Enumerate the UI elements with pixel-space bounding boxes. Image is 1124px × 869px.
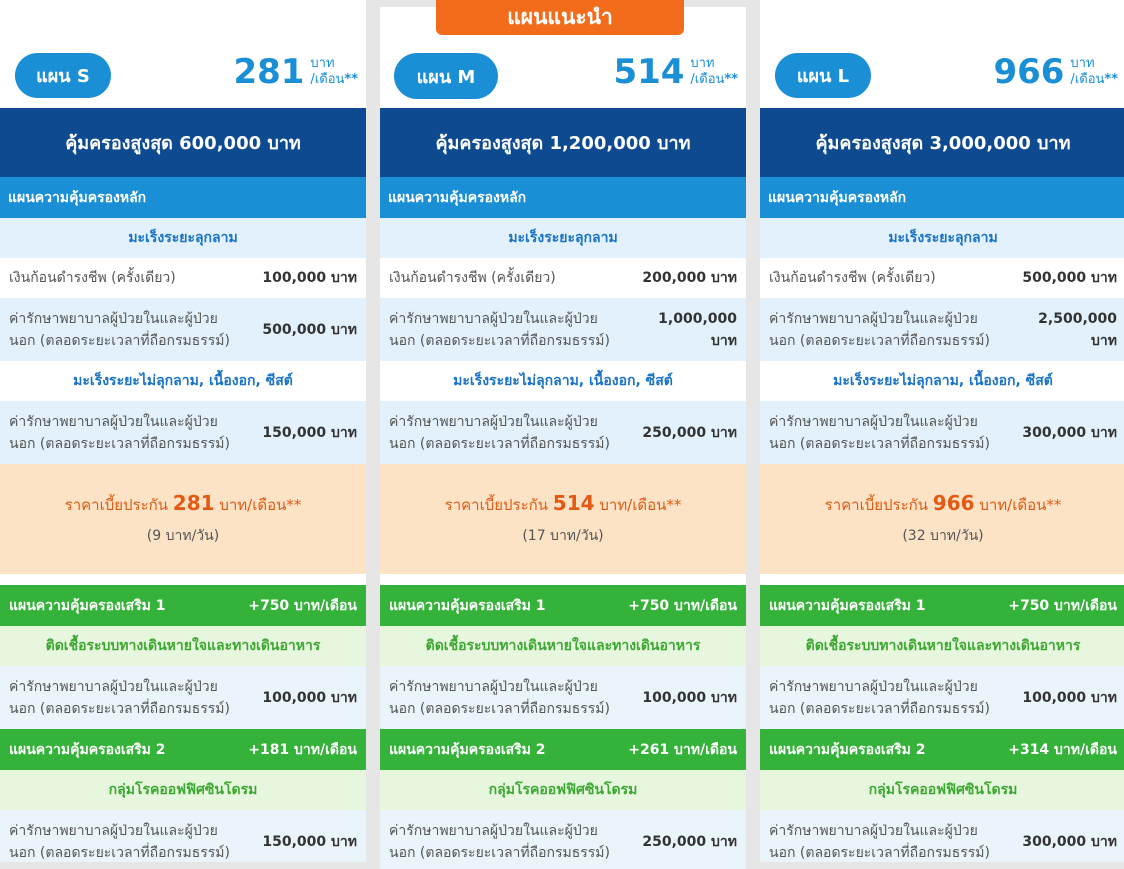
rider1-header [0, 585, 366, 626]
invasive-treatment-row [0, 298, 366, 361]
lump-sum-value: 200,000 บาท [642, 270, 737, 286]
rider2-header [0, 729, 366, 770]
price-unit [310, 52, 358, 88]
price-unit-month: /เดือน [310, 72, 345, 87]
max-coverage: คุ้มครองสูงสุด 1,200,000 บาท [380, 108, 746, 177]
rider1-value: 100,000 บาท [642, 689, 737, 706]
cancer-invasive-title: มะเร็งระยะลุกลาม [0, 218, 366, 258]
treatment-label: ค่ารักษาพยาบาลผู้ป่วยในและผู้ป่วย นอก (ตลอดระยะเวลาที่ถือกรมธรรม์) [769, 413, 990, 452]
price-unit-baht: บาท [1070, 56, 1095, 71]
rider2-header [760, 729, 1124, 770]
rider2-title: แผนความคุ้มครองเสริม 2 [9, 741, 166, 758]
premium-daily: (17 บาท/วัน) [522, 528, 604, 544]
rider2-header [380, 729, 746, 770]
lump-sum-value: 100,000 บาท [262, 270, 357, 286]
noninvasive-treatment-value: 150,000 บาท [262, 424, 357, 441]
premium-daily: (9 บาท/วัน) [146, 528, 220, 544]
rider2-value: 250,000 บาท [642, 834, 737, 850]
cancer-noninvasive-title: มะเร็งระยะไม่ลุกลาม, เนื้องอก, ซีสต์ [380, 361, 746, 401]
noninvasive-treatment-value: 300,000 บาท [1022, 424, 1117, 441]
plan-card-m [380, 7, 746, 869]
main-coverage-header: แผนความคุ้มครองหลัก [0, 177, 366, 218]
price-amount: 281 [233, 52, 305, 92]
plan-card-l [760, 0, 1124, 862]
max-coverage: คุ้มครองสูงสุด 600,000 บาท [0, 108, 366, 177]
divider [380, 574, 746, 585]
invasive-treatment-row [760, 298, 1124, 361]
rider1-treatment-row [380, 666, 746, 729]
cancer-noninvasive-title: มะเร็งระยะไม่ลุกลาม, เนื้องอก, ซีสต์ [760, 361, 1124, 401]
rider2-treatment-row [0, 810, 366, 862]
rider2-price: +261 บาท/เดือน [628, 741, 737, 758]
price-amount: 514 [613, 52, 685, 92]
price-unit-month: /เดือน [690, 72, 725, 87]
lump-sum-value: 500,000 บาท [1022, 270, 1117, 286]
cancer-invasive-title: มะเร็งระยะลุกลาม [380, 218, 746, 258]
price-stars: ** [344, 72, 358, 87]
rider1-price: +750 บาท/เดือน [628, 597, 737, 614]
cancer-invasive-title: มะเร็งระยะลุกลาม [760, 218, 1124, 258]
rider2-value: 300,000 บาท [1022, 834, 1117, 850]
main-coverage-header: แผนความคุ้มครองหลัก [380, 177, 746, 218]
price-unit [1070, 52, 1118, 88]
lump-sum-label: เงินก้อนดำรงชีพ (ครั้งเดียว) [389, 270, 556, 286]
treatment-label: ค่ารักษาพยาบาลผู้ป่วยในและผู้ป่วย นอก (ตลอดระยะเวลาที่ถือกรมธรรม์) [389, 823, 610, 861]
rider2-treatment-row [380, 810, 746, 869]
rider1-title: แผนความคุ้มครองเสริม 1 [389, 597, 546, 614]
plan-card-s [0, 0, 366, 862]
plan-s-button[interactable]: แผน S [15, 53, 111, 98]
rider1-title: แผนความคุ้มครองเสริม 1 [769, 597, 926, 614]
rider2-price: +314 บาท/เดือน [1008, 741, 1117, 758]
invasive-treatment-value: 1,000,000 บาท [658, 310, 737, 349]
price-unit [690, 52, 738, 88]
lump-sum-row [760, 258, 1124, 298]
price-stars: ** [1104, 72, 1118, 87]
rider1-subtitle: ติดเชื้อระบบทางเดินหายใจและทางเดินอาหาร [0, 626, 366, 666]
main-coverage-header: แผนความคุ้มครองหลัก [760, 177, 1124, 218]
rider2-title: แผนความคุ้มครองเสริม 2 [389, 741, 546, 758]
price-unit-baht: บาท [690, 56, 715, 71]
lump-sum-label: เงินก้อนดำรงชีพ (ครั้งเดียว) [769, 270, 936, 286]
treatment-label: ค่ารักษาพยาบาลผู้ป่วยในและผู้ป่วย นอก (ตลอดระยะเวลาที่ถือกรมธรรม์) [389, 678, 610, 717]
rider1-header [760, 585, 1124, 626]
treatment-label: ค่ารักษาพยาบาลผู้ป่วยในและผู้ป่วย นอก (ตลอดระยะเวลาที่ถือกรมธรรม์) [9, 413, 230, 452]
treatment-label: ค่ารักษาพยาบาลผู้ป่วยในและผู้ป่วย นอก (ตลอดระยะเวลาที่ถือกรมธรรม์) [769, 678, 990, 717]
plan-l-button[interactable]: แผน L [775, 53, 871, 98]
rider1-value: 100,000 บาท [1022, 689, 1117, 706]
lump-sum-row [380, 258, 746, 298]
premium-daily: (32 บาท/วัน) [902, 528, 984, 544]
rider2-treatment-row [760, 810, 1124, 862]
premium-box [760, 464, 1124, 574]
price-unit-month: /เดือน [1070, 72, 1105, 87]
max-coverage: คุ้มครองสูงสุด 3,000,000 บาท [760, 108, 1124, 177]
invasive-treatment-value: 500,000 บาท [262, 321, 357, 338]
divider [760, 574, 1124, 585]
rider2-value: 150,000 บาท [262, 834, 357, 850]
premium-box [0, 464, 366, 574]
rider1-title: แผนความคุ้มครองเสริม 1 [9, 597, 166, 614]
rider1-price: +750 บาท/เดือน [248, 597, 357, 614]
treatment-label: ค่ารักษาพยาบาลผู้ป่วยในและผู้ป่วย นอก (ตลอดระยะเวลาที่ถือกรมธรรม์) [769, 310, 990, 349]
noninvasive-treatment-row [0, 401, 366, 464]
rider2-subtitle: กลุ่มโรคออฟฟิศซินโดรม [760, 770, 1124, 810]
plan-m-button[interactable]: แผน M [394, 53, 498, 99]
premium-price: ราคาเบี้ยประกัน 514 บาท/เดือน** [444, 491, 682, 515]
lump-sum-row [0, 258, 366, 298]
invasive-treatment-row [380, 298, 746, 361]
rider2-title: แผนความคุ้มครองเสริม 2 [769, 741, 926, 758]
price-stars: ** [724, 72, 738, 87]
invasive-treatment-value: 2,500,000 บาท [1038, 310, 1117, 349]
rider1-treatment-row [760, 666, 1124, 729]
rider1-price: +750 บาท/เดือน [1008, 597, 1117, 614]
rider1-subtitle: ติดเชื้อระบบทางเดินหายใจและทางเดินอาหาร [760, 626, 1124, 666]
noninvasive-treatment-row [760, 401, 1124, 464]
price-unit-baht: บาท [310, 56, 335, 71]
rider1-value: 100,000 บาท [262, 689, 357, 706]
rider2-price: +181 บาท/เดือน [248, 741, 357, 758]
plan-price [613, 52, 738, 92]
plan-header [0, 0, 366, 108]
cancer-noninvasive-title: มะเร็งระยะไม่ลุกลาม, เนื้องอก, ซีสต์ [0, 361, 366, 401]
rider1-subtitle: ติดเชื้อระบบทางเดินหายใจและทางเดินอาหาร [380, 626, 746, 666]
rider2-subtitle: กลุ่มโรคออฟฟิศซินโดรม [380, 770, 746, 810]
treatment-label: ค่ารักษาพยาบาลผู้ป่วยในและผู้ป่วย นอก (ตลอดระยะเวลาที่ถือกรมธรรม์) [769, 823, 990, 861]
lump-sum-label: เงินก้อนดำรงชีพ (ครั้งเดียว) [9, 270, 176, 286]
premium-price: ราคาเบี้ยประกัน 966 บาท/เดือน** [824, 491, 1062, 515]
price-amount: 966 [993, 52, 1065, 92]
divider [0, 574, 366, 585]
treatment-label: ค่ารักษาพยาบาลผู้ป่วยในและผู้ป่วย นอก (ตลอดระยะเวลาที่ถือกรมธรรม์) [9, 678, 230, 717]
treatment-label: ค่ารักษาพยาบาลผู้ป่วยในและผู้ป่วย นอก (ตลอดระยะเวลาที่ถือกรมธรรม์) [389, 413, 610, 452]
plan-price [233, 52, 358, 92]
treatment-label: ค่ารักษาพยาบาลผู้ป่วยในและผู้ป่วย นอก (ตลอดระยะเวลาที่ถือกรมธรรม์) [9, 823, 230, 861]
rider1-header [380, 585, 746, 626]
rider1-treatment-row [0, 666, 366, 729]
plan-header [760, 0, 1124, 108]
recommended-badge: แผนแนะนำ [436, 0, 684, 35]
premium-price: ราคาเบี้ยประกัน 281 บาท/เดือน** [64, 491, 302, 515]
treatment-label: ค่ารักษาพยาบาลผู้ป่วยในและผู้ป่วย นอก (ตลอดระยะเวลาที่ถือกรมธรรม์) [9, 310, 230, 349]
premium-box [380, 464, 746, 574]
noninvasive-treatment-value: 250,000 บาท [642, 424, 737, 441]
noninvasive-treatment-row [380, 401, 746, 464]
treatment-label: ค่ารักษาพยาบาลผู้ป่วยในและผู้ป่วย นอก (ตลอดระยะเวลาที่ถือกรมธรรม์) [389, 310, 610, 349]
rider2-subtitle: กลุ่มโรคออฟฟิศซินโดรม [0, 770, 366, 810]
plan-price [993, 52, 1118, 92]
